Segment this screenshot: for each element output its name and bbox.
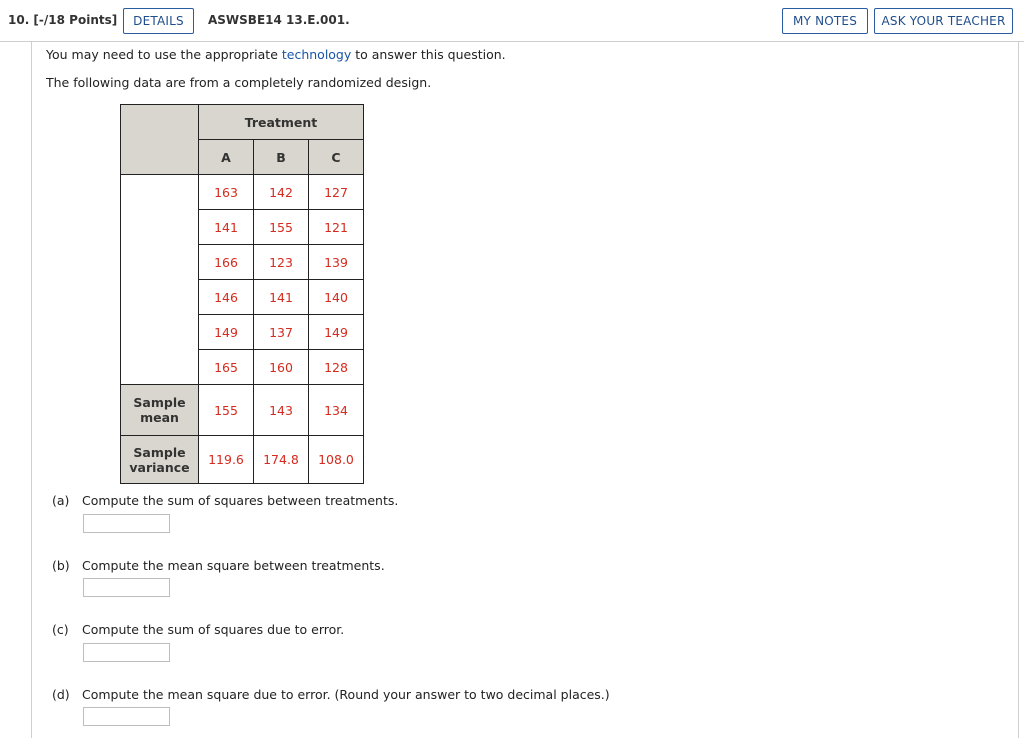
question-d bbox=[52, 687, 610, 702]
table-cell: 146 bbox=[199, 280, 254, 315]
table-corner bbox=[121, 105, 199, 175]
sample-mean-b: 143 bbox=[254, 385, 309, 436]
question-b bbox=[52, 558, 385, 573]
column-header-c: C bbox=[309, 140, 364, 175]
sample-variance-c: 108.0 bbox=[309, 436, 364, 484]
table-cell: 160 bbox=[254, 350, 309, 385]
answer-input-c[interactable] bbox=[83, 643, 170, 662]
column-header-a: A bbox=[199, 140, 254, 175]
table-cell: 137 bbox=[254, 315, 309, 350]
treatment-data-table bbox=[120, 104, 364, 484]
table-cell: 128 bbox=[309, 350, 364, 385]
table-cell: 140 bbox=[309, 280, 364, 315]
sample-mean-label bbox=[121, 385, 199, 436]
column-header-b: B bbox=[254, 140, 309, 175]
details-button[interactable]: DETAILS bbox=[123, 8, 194, 34]
sample-variance-b: 174.8 bbox=[254, 436, 309, 484]
question-c bbox=[52, 622, 344, 637]
question-a-label: (a) bbox=[52, 493, 70, 508]
answer-input-b[interactable] bbox=[83, 578, 170, 597]
sample-mean-label-2: mean bbox=[140, 410, 179, 425]
question-number: 10. [-/18 Points] bbox=[8, 13, 118, 27]
question-a bbox=[52, 493, 398, 508]
table-cell: 141 bbox=[254, 280, 309, 315]
table-cell: 121 bbox=[309, 210, 364, 245]
question-c-label: (c) bbox=[52, 622, 69, 637]
technology-link[interactable]: technology bbox=[281, 47, 352, 62]
table-cell: 155 bbox=[254, 210, 309, 245]
table-cell: 165 bbox=[199, 350, 254, 385]
table-cell: 142 bbox=[254, 175, 309, 210]
table-cell: 127 bbox=[309, 175, 364, 210]
question-header bbox=[0, 0, 1024, 42]
table-cell: 166 bbox=[199, 245, 254, 280]
question-d-label: (d) bbox=[52, 687, 70, 702]
answer-input-d[interactable] bbox=[83, 707, 170, 726]
question-c-text: Compute the sum of squares due to error. bbox=[82, 622, 345, 637]
row-label-blank bbox=[121, 175, 199, 385]
table-cell: 123 bbox=[254, 245, 309, 280]
technology-note-pre: You may need to use the appropriate bbox=[46, 47, 282, 62]
sample-mean-label-1: Sample bbox=[133, 395, 186, 410]
question-b-label: (b) bbox=[52, 558, 70, 573]
question-code: ASWSBE14 13.E.001. bbox=[208, 13, 350, 27]
table-cell: 149 bbox=[309, 315, 364, 350]
technology-note bbox=[46, 47, 506, 62]
table-cell: 163 bbox=[199, 175, 254, 210]
sample-mean-c: 134 bbox=[309, 385, 364, 436]
answer-input-a[interactable] bbox=[83, 514, 170, 533]
question-a-text: Compute the sum of squares between treatments. bbox=[82, 493, 399, 508]
sample-variance-label-1: Sample bbox=[133, 444, 186, 460]
sample-variance-label-2: variance bbox=[129, 459, 190, 475]
question-b-text: Compute the mean square between treatments. bbox=[82, 558, 385, 573]
table-cell: 141 bbox=[199, 210, 254, 245]
table-cell: 139 bbox=[309, 245, 364, 280]
sample-variance-label bbox=[121, 436, 199, 484]
table-cell: 149 bbox=[199, 315, 254, 350]
sample-variance-a: 119.6 bbox=[199, 436, 254, 484]
data-description: The following data are from a completely randomized design. bbox=[46, 75, 432, 90]
treatment-header: Treatment bbox=[199, 105, 364, 140]
question-d-text: Compute the mean square due to error. (Round your answer to two decimal places.) bbox=[82, 687, 610, 702]
technology-note-post: to answer this question. bbox=[351, 47, 506, 62]
sample-mean-a: 155 bbox=[199, 385, 254, 436]
my-notes-button[interactable]: MY NOTES bbox=[782, 8, 868, 34]
ask-your-teacher-button[interactable]: ASK YOUR TEACHER bbox=[874, 8, 1013, 34]
